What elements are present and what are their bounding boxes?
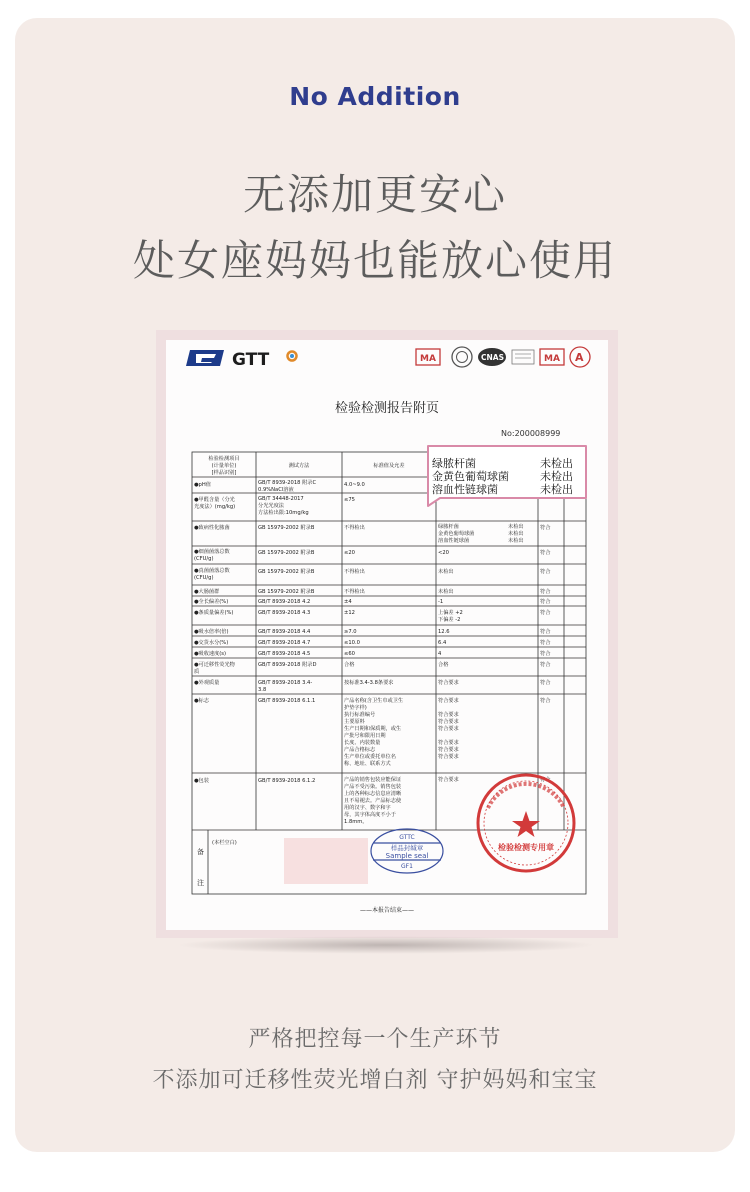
col-header-item: 检验检测项目 bbox=[208, 456, 240, 462]
row-absorb-standard: ≥7.0 bbox=[344, 629, 357, 635]
callout-result-1: 未检出 bbox=[540, 457, 573, 470]
callout-result-2: 未检出 bbox=[540, 470, 573, 483]
cal-mark-text: A bbox=[575, 351, 584, 364]
svg-text:金黄色葡萄球菌: 金黄色葡萄球菌 bbox=[438, 531, 475, 537]
svg-text:溶血性链球菌: 溶血性链球菌 bbox=[438, 538, 470, 544]
svg-text:母，其字体高度不小于: 母，其字体高度不小于 bbox=[344, 812, 396, 818]
caption-line-2: 不添加可迁移性荧光增白剂 守护妈妈和宝宝 bbox=[152, 1068, 598, 1093]
sample-seal-line4: GF1 bbox=[401, 863, 413, 870]
row-length-result: -1 bbox=[438, 599, 444, 605]
remark-label-1: 备 bbox=[197, 848, 204, 856]
svg-text:未检出: 未检出 bbox=[508, 524, 524, 530]
row-formaldehyde-method: GB/T 34448-2017 bbox=[258, 496, 304, 502]
report-svg bbox=[166, 340, 608, 930]
row-ph-item: ●pH值 bbox=[194, 482, 211, 488]
row-mass-method: GB/T 8939-2018 4.3 bbox=[258, 610, 311, 616]
callout-box bbox=[428, 446, 586, 506]
row-absorb-conclusion: 符合 bbox=[540, 629, 551, 635]
svg-text:未检出: 未检出 bbox=[508, 538, 524, 544]
sample-seal-line1: GTTC bbox=[399, 834, 415, 841]
row-package-item: ●包装 bbox=[194, 778, 209, 784]
callout-item-2: 金黄色葡萄球菌 bbox=[432, 470, 509, 483]
svg-text:1.8mm。: 1.8mm。 bbox=[344, 819, 368, 825]
row-pathogen-method: GB 15979-2002 附录B bbox=[258, 525, 315, 531]
svg-text:绿脓杆菌: 绿脓杆菌 bbox=[438, 524, 459, 530]
row-bacteria-conclusion: 符合 bbox=[540, 550, 551, 556]
row-bacteria-method: GB 15979-2002 附录B bbox=[258, 550, 315, 556]
row-appearance-result: 符合要求 bbox=[438, 680, 459, 686]
row-fungi-result: 未检出 bbox=[438, 569, 454, 575]
svg-text:分光光度法: 分光光度法 bbox=[258, 503, 284, 509]
row-package-standard: 产品的销售包装应能保证 bbox=[344, 777, 402, 783]
row-absorb-method: GB/T 8939-2018 4.4 bbox=[258, 629, 311, 635]
row-speed-item: ●吸收速度(s) bbox=[194, 651, 227, 657]
row-length-item: ●全长偏差(%) bbox=[194, 599, 229, 605]
row-fungi-standard: 不得检出 bbox=[344, 569, 365, 575]
svg-text:0.9%NaCl溶液: 0.9%NaCl溶液 bbox=[258, 487, 294, 493]
row-label-standard: 产品名称(含卫生巾或卫生 bbox=[344, 698, 404, 704]
row-coliform-conclusion: 符合 bbox=[540, 589, 551, 595]
seal-star-icon bbox=[512, 811, 540, 837]
no-addition-badge: No Addition bbox=[289, 82, 461, 111]
row-appearance-standard: 按标准3.4-3.8条要求 bbox=[344, 680, 394, 686]
row-bacteria-standard: ≤20 bbox=[344, 550, 355, 556]
svg-text:产品不受污染。销售包装: 产品不受污染。销售包装 bbox=[344, 784, 402, 790]
svg-text:生产日期和保质期，或生: 生产日期和保质期，或生 bbox=[344, 726, 402, 732]
row-fluorescent-result: 合格 bbox=[438, 662, 449, 668]
row-moisture-conclusion: 符合 bbox=[540, 640, 551, 646]
row-coliform-result: 未检出 bbox=[438, 589, 454, 595]
row-label-method: GB/T 8939-2018 6.1.1 bbox=[258, 698, 316, 704]
certification-marks bbox=[416, 347, 590, 367]
svg-text:符合要求: 符合要求 bbox=[438, 740, 459, 746]
red-seal-text: 检验检测专用章 bbox=[498, 843, 554, 852]
cma-mark-text: MA bbox=[420, 354, 436, 364]
svg-text:护垫字样): 护垫字样) bbox=[344, 705, 367, 711]
sample-seal-line3: Sample seal bbox=[385, 852, 429, 860]
row-length-conclusion: 符合 bbox=[540, 599, 551, 605]
remark-label-2: 注 bbox=[197, 879, 204, 887]
document-shadow bbox=[176, 936, 596, 954]
svg-text:未检出: 未检出 bbox=[508, 531, 524, 537]
row-package-conclusion: 符合 bbox=[540, 777, 551, 783]
gtt-logo-text: GTT bbox=[232, 350, 270, 370]
svg-text:符合要求: 符合要求 bbox=[438, 754, 459, 760]
svg-text:光度法）(mg/kg): 光度法）(mg/kg) bbox=[194, 504, 236, 510]
report-number: No:200008999 bbox=[501, 429, 561, 438]
svg-text:3.8: 3.8 bbox=[258, 687, 267, 693]
row-absorb-item: ●吸水倍率(倍) bbox=[194, 629, 229, 635]
row-speed-conclusion: 符合 bbox=[540, 651, 551, 657]
svg-text:用的汉字、数字和字: 用的汉字、数字和字 bbox=[344, 805, 391, 811]
row-appearance-conclusion: 符合 bbox=[540, 680, 551, 686]
seal-smudge bbox=[284, 838, 368, 884]
row-moisture-method: GB/T 8939-2018 4.7 bbox=[258, 640, 311, 646]
row-formaldehyde-item: ●甲醛含量（分光 bbox=[194, 497, 235, 503]
row-speed-result: 4 bbox=[438, 651, 442, 657]
row-fluorescent-standard: 合格 bbox=[344, 662, 355, 668]
red-official-seal bbox=[478, 775, 574, 871]
row-moisture-standard: ≤10.0 bbox=[344, 640, 360, 646]
row-fluorescent-method: GB/T 8939-2018 附录D bbox=[258, 662, 317, 668]
row-pathogen-conclusion: 符合 bbox=[540, 525, 551, 531]
svg-text:符合要求: 符合要求 bbox=[438, 712, 459, 718]
headline-line-2: 处女座妈妈也能放心使用 bbox=[132, 236, 617, 285]
callout-item-3: 溶血性链球菌 bbox=[432, 483, 498, 496]
row-mass-item: ●条质量偏差(%) bbox=[194, 610, 234, 616]
caption-line-1: 严格把控每一个生产环节 bbox=[248, 1027, 502, 1052]
row-fluorescent-conclusion: 符合 bbox=[540, 662, 551, 668]
svg-text:上的各种标志信息应清晰: 上的各种标志信息应清晰 bbox=[344, 791, 402, 797]
svg-text:称、地址、联系方式: 称、地址、联系方式 bbox=[344, 761, 391, 767]
svg-text:长度、内装数量: 长度、内装数量 bbox=[344, 740, 381, 746]
svg-text:且不易褪去。产品标志使: 且不易褪去。产品标志使 bbox=[344, 798, 402, 804]
svg-text:生产单位或委托单位名: 生产单位或委托单位名 bbox=[344, 754, 396, 760]
col-header-standard: 标准值及允差 bbox=[373, 463, 405, 469]
svg-text:方法检出限:10mg/kg: 方法检出限:10mg/kg bbox=[258, 510, 309, 516]
row-package-method: GB/T 8939-2018 6.1.2 bbox=[258, 778, 316, 784]
svg-text:主要原料: 主要原料 bbox=[344, 719, 365, 725]
row-coliform-method: GB 15979-2002 附录B bbox=[258, 589, 315, 595]
svg-text:质: 质 bbox=[194, 669, 200, 675]
col-header-method: 测试方法 bbox=[288, 463, 310, 469]
remark-text: (本栏空白) bbox=[212, 840, 237, 846]
row-fungi-conclusion: 符合 bbox=[540, 569, 551, 575]
ilac-mark-icon bbox=[452, 347, 472, 367]
svg-text:下偏差 -2: 下偏差 -2 bbox=[438, 617, 461, 623]
row-appearance-method: GB/T 8939-2018 3.4- bbox=[258, 680, 313, 686]
row-label-item: ●标志 bbox=[194, 698, 209, 704]
row-package-result: 符合要求 bbox=[438, 777, 459, 783]
row-absorb-result: 12.6 bbox=[438, 629, 450, 635]
row-label-conclusion: 符合 bbox=[540, 698, 551, 704]
svg-text:(CFU/g): (CFU/g) bbox=[194, 556, 214, 562]
svg-text:产品合格标志: 产品合格标志 bbox=[344, 747, 376, 753]
callout-item-1: 绿脓杆菌 bbox=[432, 457, 476, 470]
row-speed-method: GB/T 8939-2018 4.5 bbox=[258, 651, 311, 657]
test-report-document bbox=[166, 340, 608, 930]
sample-seal-text bbox=[386, 834, 429, 870]
row-coliform-item: ●大肠菌群 bbox=[194, 589, 220, 595]
row-fungi-item: ●真菌菌落总数 bbox=[194, 568, 230, 574]
table-text bbox=[194, 454, 551, 887]
row-bacteria-result: <20 bbox=[438, 550, 449, 556]
svg-text:符合要求: 符合要求 bbox=[438, 726, 459, 732]
callout-result-3: 未检出 bbox=[540, 483, 573, 496]
svg-text:符合要求: 符合要求 bbox=[438, 747, 459, 753]
row-length-standard: ±4 bbox=[344, 599, 352, 605]
row-moisture-item: ●交货水分(%) bbox=[194, 640, 229, 646]
row-fungi-method: GB 15979-2002 附录B bbox=[258, 569, 315, 575]
svg-text:符合要求: 符合要求 bbox=[438, 719, 459, 725]
row-formaldehyde-standard: ≤75 bbox=[344, 497, 355, 503]
row-pathogen-item: ●致病性化脓菌 bbox=[194, 525, 230, 531]
row-moisture-result: 6.4 bbox=[438, 640, 447, 646]
cma-mark-2-text: MA bbox=[544, 354, 560, 364]
report-title: 检验检测报告附页 bbox=[334, 401, 440, 416]
gtt-logo bbox=[186, 350, 297, 370]
svg-text:上偏差 +2: 上偏差 +2 bbox=[438, 610, 463, 616]
headline-line-1: 无添加更安心 bbox=[242, 170, 507, 219]
svg-text:[样品识别]: [样品识别] bbox=[211, 470, 237, 476]
cnas-mark-text: CNAS bbox=[481, 353, 504, 362]
report-footer: ——本报告结束—— bbox=[359, 907, 415, 914]
svg-text:产批号和限用日期: 产批号和限用日期 bbox=[344, 733, 386, 739]
svg-text:执行标准编号: 执行标准编号 bbox=[344, 712, 376, 718]
svg-text:(计量单位): (计量单位) bbox=[211, 463, 237, 469]
sample-seal-line2: 样品封缄章 bbox=[390, 844, 424, 852]
svg-text:符合要求: 符合要求 bbox=[438, 698, 459, 704]
row-speed-standard: ≤60 bbox=[344, 651, 355, 657]
row-ph-method: GB/T 8939-2018 附录C bbox=[258, 480, 317, 486]
row-mass-standard: ±12 bbox=[344, 610, 355, 616]
row-fluorescent-item: ●可迁移性荧光物 bbox=[194, 662, 235, 668]
row-bacteria-item: ●细菌菌落总数 bbox=[194, 549, 230, 555]
row-appearance-item: ●外观质量 bbox=[194, 680, 220, 686]
svg-text:(CFU/g): (CFU/g) bbox=[194, 575, 214, 581]
row-ph-standard: 4.0~9.0 bbox=[344, 482, 365, 488]
row-pathogen-standard: 不得检出 bbox=[344, 525, 365, 531]
row-coliform-standard: 不得检出 bbox=[344, 589, 365, 595]
row-mass-conclusion: 符合 bbox=[540, 610, 551, 616]
row-length-method: GB/T 8939-2018 4.2 bbox=[258, 599, 311, 605]
